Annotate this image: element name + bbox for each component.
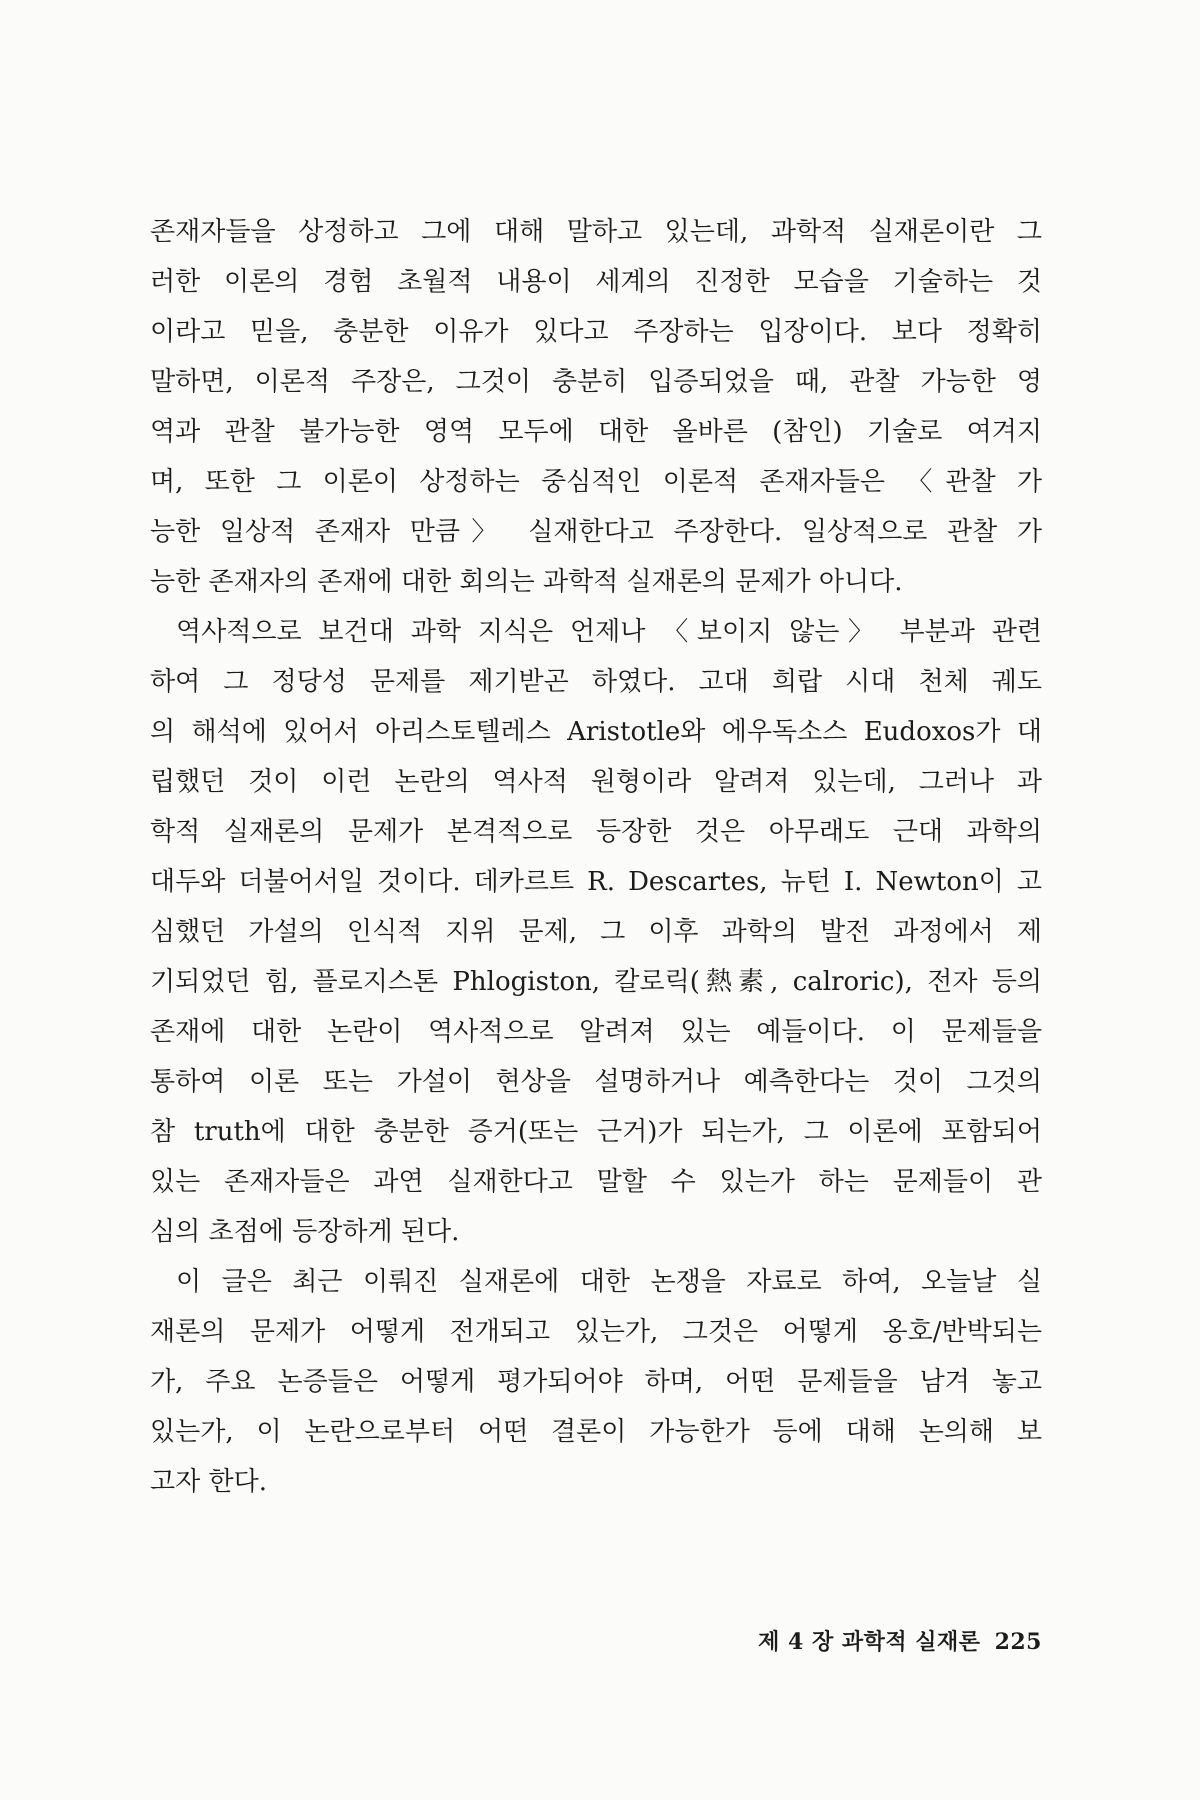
text-line: 역과 관찰 불가능한 영역 모두에 대한 올바른 (참인) 기술로 여겨지 bbox=[150, 417, 1042, 447]
text-line: 존재에 대한 논란이 역사적으로 알려져 있는 예들이다. 이 문제들을 bbox=[150, 1017, 1042, 1047]
text-line: 고자 한다. bbox=[150, 1467, 267, 1497]
page-footer bbox=[758, 1625, 1042, 1656]
text-line: 있는 존재자들은 과연 실재한다고 말할 수 있는가 하는 문제들이 관 bbox=[150, 1167, 1042, 1197]
text-line: 이 글은 최근 이뤄진 실재론에 대한 논쟁을 자료로 하여, 오늘날 실 bbox=[176, 1267, 1042, 1297]
text-line: 하여 그 정당성 문제를 제기받곤 하였다. 고대 희랍 시대 천체 궤도 bbox=[150, 667, 1042, 697]
text-line: 기되었던 힘, 플로지스톤 Phlogiston, 칼로릭(熱素, calroric), 전자 등의 bbox=[150, 967, 1042, 997]
text-line: 심의 초점에 등장하게 된다. bbox=[150, 1217, 460, 1247]
text-line: 이라고 믿을, 충분한 이유가 있다고 주장하는 입장이다. 보다 정확히 bbox=[150, 317, 1042, 347]
text-line: 통하여 이론 또는 가설이 현상을 설명하거나 예측한다는 것이 그것의 bbox=[150, 1067, 1042, 1097]
text-line: 가, 주요 논증들은 어떻게 평가되어야 하며, 어떤 문제들을 남겨 놓고 bbox=[150, 1367, 1042, 1397]
text-line: 능한 존재자의 존재에 대한 회의는 과학적 실재론의 문제가 아니다. bbox=[150, 567, 903, 597]
text-line: 대두와 더불어서일 것이다. 데카르트 R. Descartes, 뉴턴 I. Newton이 고 bbox=[150, 867, 1042, 897]
text-line: 말하면, 이론적 주장은, 그것이 충분히 입증되었을 때, 관찰 가능한 영 bbox=[150, 367, 1042, 397]
text-line: 참 truth에 대한 충분한 증거(또는 근거)가 되는가, 그 이론에 포함되어 bbox=[150, 1117, 1042, 1147]
text-line: 며, 또한 그 이론이 상정하는 중심적인 이론적 존재자들은 〈관찰 가 bbox=[150, 467, 1042, 497]
text-line: 립했던 것이 이런 논란의 역사적 원형이라 알려져 있는데, 그러나 과 bbox=[150, 767, 1042, 797]
text-line: 존재자들을 상정하고 그에 대해 말하고 있는데, 과학적 실재론이란 그 bbox=[150, 217, 1042, 247]
text-line: 능한 일상적 존재자 만큼〉 실재한다고 주장한다. 일상적으로 관찰 가 bbox=[150, 517, 1042, 547]
text-line: 역사적으로 보건대 과학 지식은 언제나 〈보이지 않는〉 부분과 관련 bbox=[176, 617, 1042, 647]
text-line: 심했던 가설의 인식적 지위 문제, 그 이후 과학의 발전 과정에서 제 bbox=[150, 917, 1042, 947]
text-line: 재론의 문제가 어떻게 전개되고 있는가, 그것은 어떻게 옹호/반박되는 bbox=[150, 1317, 1042, 1347]
chapter-title: 제 4 장 과학적 실재론 bbox=[758, 1629, 981, 1655]
text-line: 러한 이론의 경험 초월적 내용이 세계의 진정한 모습을 기술하는 것 bbox=[150, 267, 1042, 297]
text-line: 있는가, 이 논란으로부터 어떤 결론이 가능한가 등에 대해 논의해 보 bbox=[150, 1417, 1042, 1447]
body-text bbox=[150, 207, 1042, 1507]
text-line: 의 해석에 있어서 아리스토텔레스 Aristotle와 에우독소스 Eudoxos가 대 bbox=[150, 717, 1042, 747]
page-number: 225 bbox=[994, 1629, 1042, 1655]
text-line: 학적 실재론의 문제가 본격적으로 등장한 것은 아무래도 근대 과학의 bbox=[150, 817, 1042, 847]
